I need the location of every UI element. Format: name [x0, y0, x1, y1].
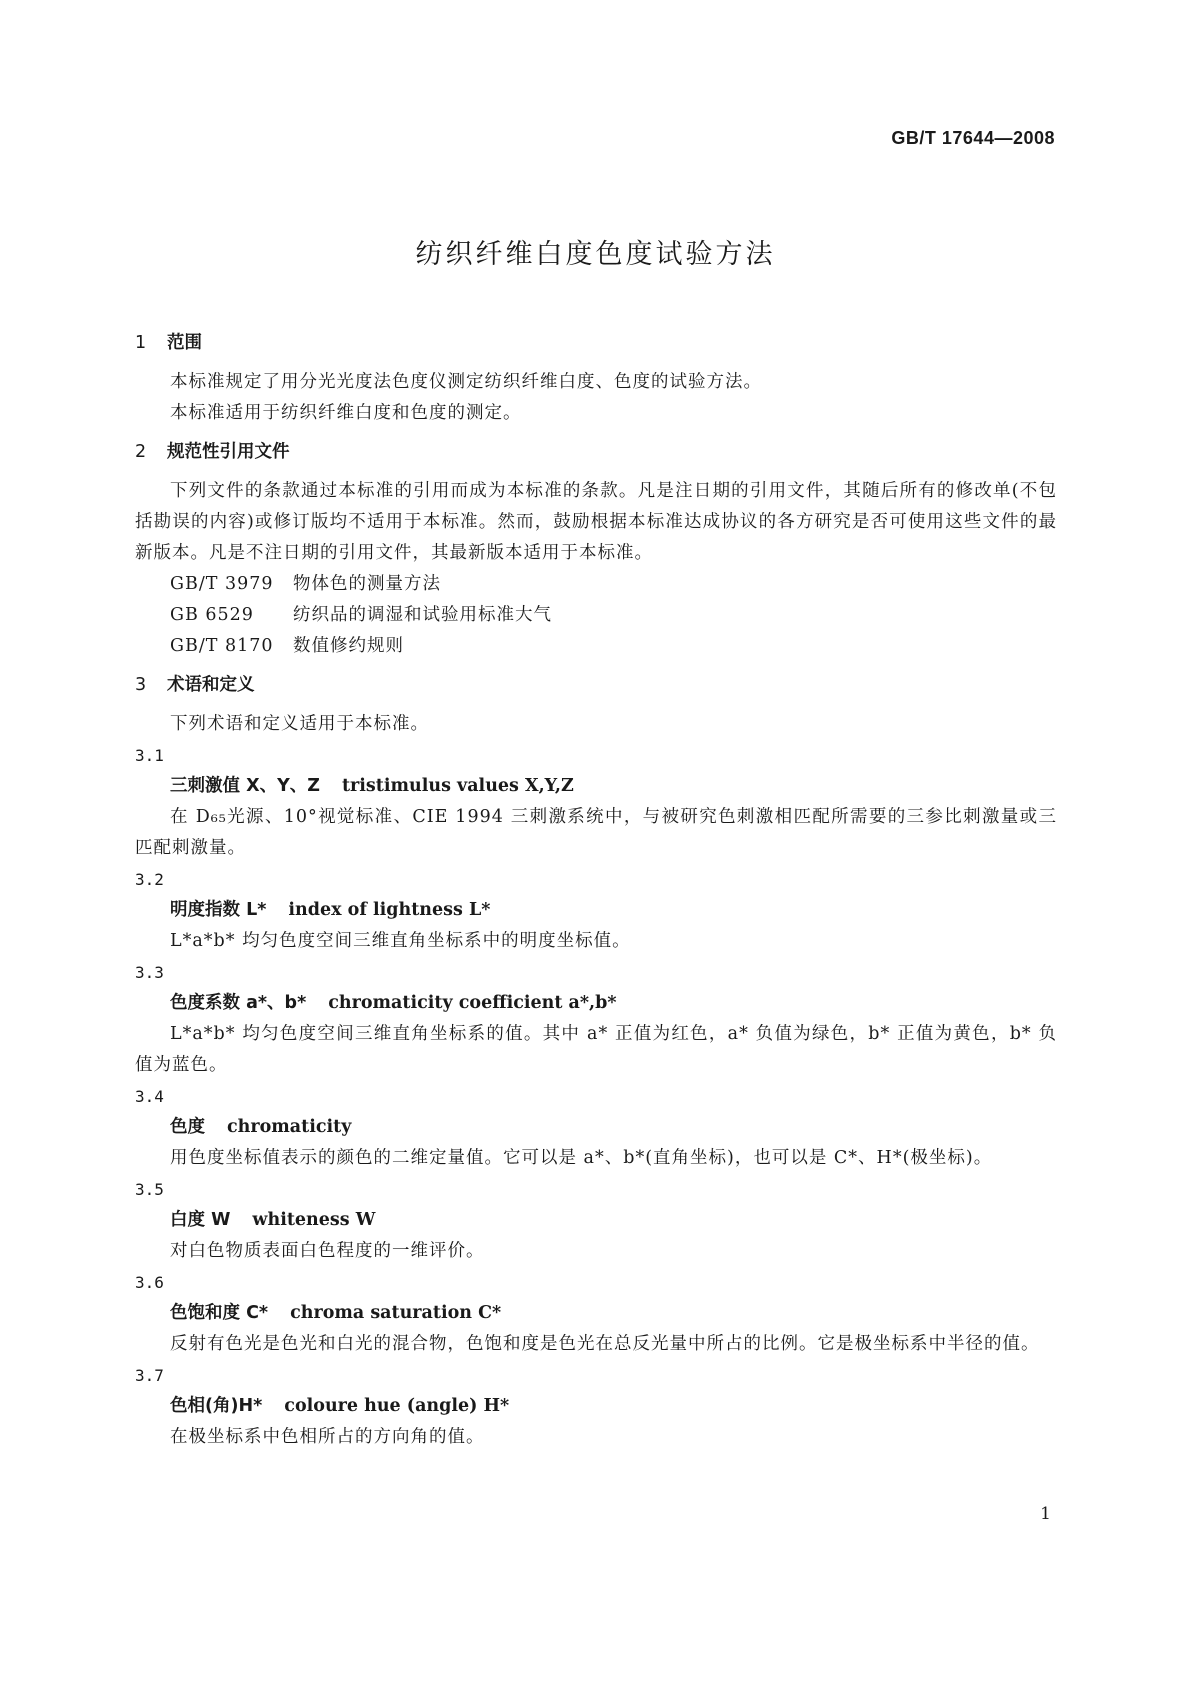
term-definition: L*a*b* 均匀色度空间三维直角坐标系的值。其中 a* 正值为红色，a* 负值为绿色，b* 正值为黄色，b* 负值为蓝色。	[135, 1024, 1057, 1075]
paragraph: 下列文件的条款通过本标准的引用而成为本标准的条款。凡是注日期的引用文件，其随后所有的修改单(不包括勘误的内容)或修订版均不适用于本标准。然而，鼓励根据本标准达成协议的各方研究是否可使用这些文件的最新版本。凡是不注日期的引用文件，其最新版本适用于本标准。	[135, 481, 1057, 563]
clause-number: 3.7	[135, 1366, 164, 1385]
term-definition: 在极坐标系中色相所占的方向角的值。	[170, 1427, 485, 1447]
term-heading: 白度 W whiteness W	[170, 1210, 376, 1230]
clause-number: 3.3	[135, 963, 164, 982]
term-heading: 明度指数 L* index of lightness L*	[170, 900, 491, 920]
term-definition: 用色度坐标值表示的颜色的二维定量值。它可以是 a*、b*(直角坐标)，也可以是 C*、H*(极坐标)。	[170, 1148, 993, 1168]
reference-item: GB/T 3979 物体色的测量方法	[170, 574, 441, 594]
clause-number: 3.5	[135, 1180, 164, 1199]
page-title: 纺织纤维白度色度试验方法	[415, 239, 776, 270]
standard-code: GB/T 17644—2008	[891, 128, 1055, 148]
clause-number: 3.4	[135, 1087, 164, 1106]
term-heading: 三刺激值 X、Y、Z tristimulus values X,Y,Z	[170, 776, 574, 796]
document-body	[135, 328, 1057, 1453]
section-heading-terms: 3 术语和定义	[135, 675, 255, 695]
term-heading: 色饱和度 C* chroma saturation C*	[170, 1303, 502, 1323]
term-heading: 色相(角)H* coloure hue (angle) H*	[170, 1396, 510, 1416]
reference-item: GB/T 8170 数值修约规则	[170, 636, 404, 656]
page-number: 1	[1040, 1504, 1051, 1524]
paragraph: 下列术语和定义适用于本标准。	[170, 714, 429, 734]
term-definition: 在 D₆₅光源、10°视觉标准、CIE 1994 三刺激系统中，与被研究色刺激相匹配所需要的三参比刺激量或三匹配刺激量。	[135, 807, 1057, 858]
term-definition: 对白色物质表面白色程度的一维评价。	[170, 1241, 485, 1261]
paragraph: 本标准规定了用分光光度法色度仪测定纺织纤维白度、色度的试验方法。	[170, 372, 762, 392]
term-heading: 色度系数 a*、b* chromaticity coefficient a*,b*	[170, 993, 617, 1013]
section-heading-scope: 1 范围	[135, 333, 202, 353]
section-heading-normative-references: 2 规范性引用文件	[135, 442, 290, 462]
clause-number: 3.1	[135, 746, 164, 765]
clause-number: 3.2	[135, 870, 164, 889]
reference-item: GB 6529 纺织品的调湿和试验用标准大气	[170, 605, 552, 625]
clause-number: 3.6	[135, 1273, 164, 1292]
term-heading: 色度 chromaticity	[170, 1117, 352, 1137]
term-definition: 反射有色光是色光和白光的混合物，色饱和度是色光在总反光量中所占的比例。它是极坐标系中半径的值。	[170, 1334, 1040, 1354]
paragraph: 本标准适用于纺织纤维白度和色度的测定。	[170, 403, 522, 423]
term-definition: L*a*b* 均匀色度空间三维直角坐标系中的明度坐标值。	[170, 931, 631, 951]
